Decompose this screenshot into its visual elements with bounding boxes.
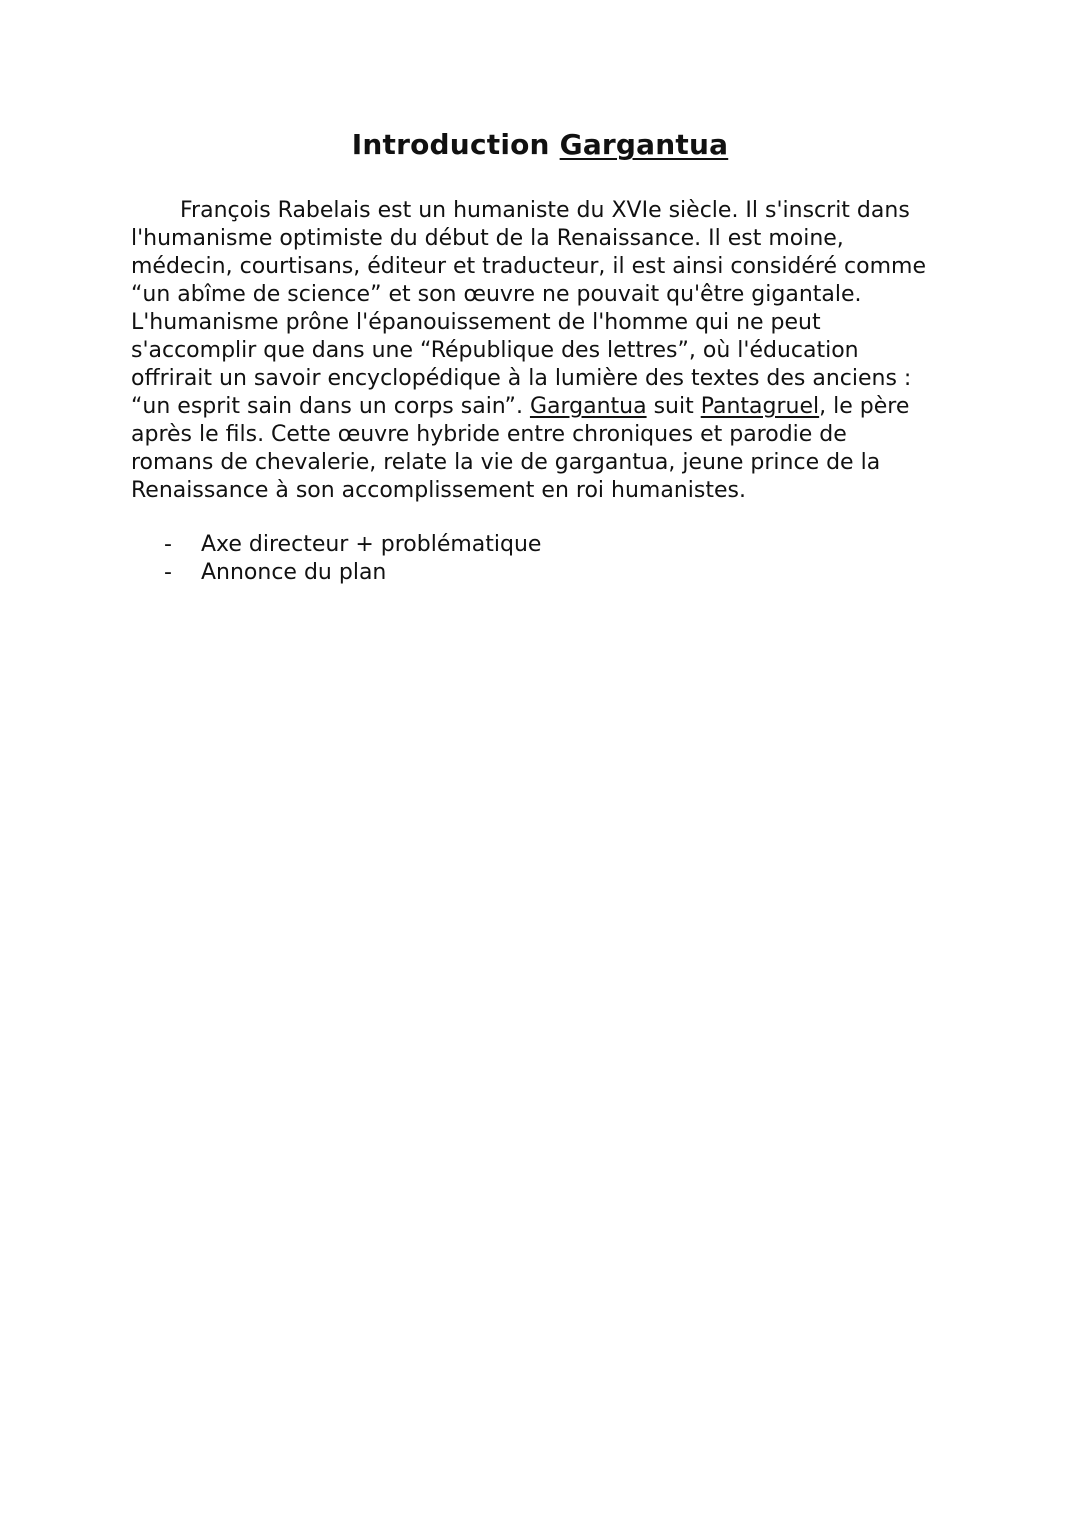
list-item-text: Axe directeur + problématique	[201, 532, 542, 557]
paragraph-line: médecin, courtisans, éditeur et traducteur, il est ainsi considéré comme	[131, 254, 926, 279]
introduction-paragraph	[131, 197, 951, 505]
trailing-text: , le père	[819, 394, 910, 419]
paragraph-line: offrirait un savoir encyclopédique à la lumière des textes des anciens :	[131, 366, 912, 391]
outline-list	[131, 531, 951, 587]
paragraph-line: romans de chevalerie, relate la vie de gargantua, jeune prince de la	[131, 450, 881, 475]
list-bullet: -	[164, 560, 172, 585]
page-title	[0, 127, 1080, 163]
paragraph-line: François Rabelais est un humaniste du XVIe siècle. Il s'inscrit dans	[180, 198, 910, 223]
work-title-gargantua: Gargantua	[529, 394, 647, 419]
paragraph-line: l'humanisme optimiste du début de la Renaissance. Il est moine,	[131, 226, 844, 251]
title-prefix: Introduction	[351, 128, 560, 161]
quote-text: “un esprit sain dans un corps sain”.	[131, 394, 530, 419]
paragraph-line: “un abîme de science” et son œuvre ne pouvait qu'être gigantale.	[131, 282, 862, 307]
paragraph-line: après le fils. Cette œuvre hybride entre chroniques et parodie de	[131, 422, 847, 447]
work-title-pantagruel: Pantagruel	[700, 394, 820, 419]
list-item	[131, 559, 951, 587]
paragraph-line	[131, 393, 951, 421]
list-bullet: -	[164, 532, 172, 557]
paragraph-line: s'accomplir que dans une “République des lettres”, où l'éducation	[131, 338, 859, 363]
list-item	[131, 531, 951, 559]
paragraph-line: L'humanisme prône l'épanouissement de l'homme qui ne peut	[131, 310, 821, 335]
paragraph-line: Renaissance à son accomplissement en roi humanistes.	[131, 478, 746, 503]
connector-text: suit	[646, 394, 701, 419]
list-item-text: Annonce du plan	[201, 560, 387, 585]
title-work-name: Gargantua	[559, 128, 729, 161]
